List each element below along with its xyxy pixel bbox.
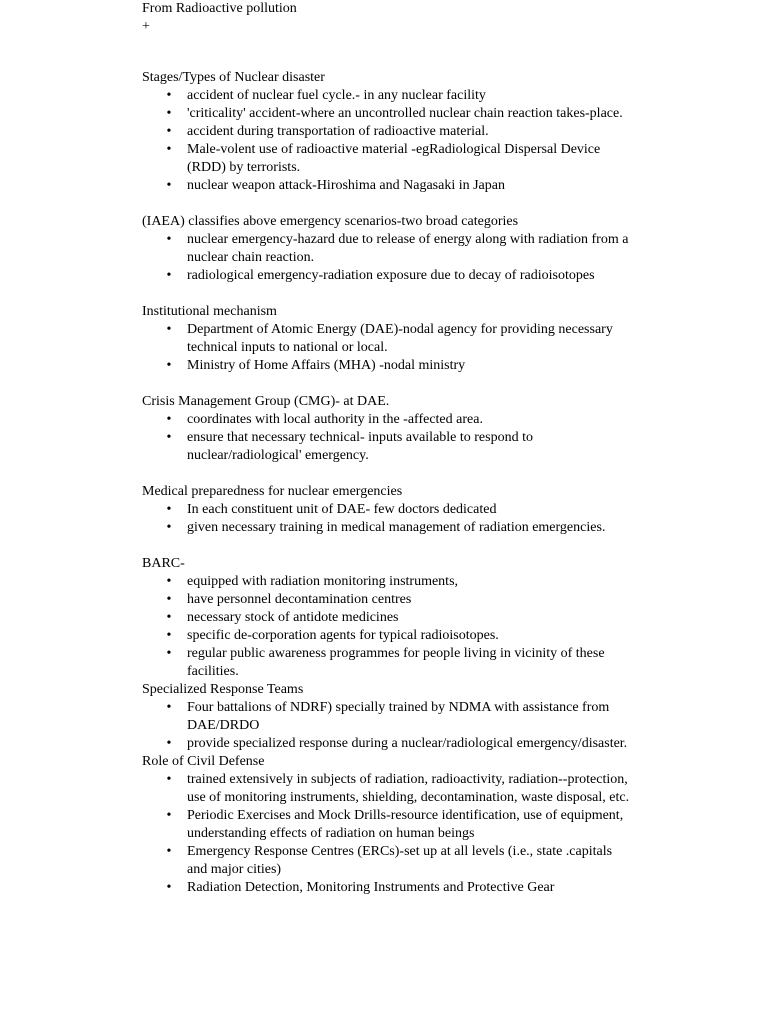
bullet-list	[142, 87, 632, 195]
bullet-icon: •	[166, 412, 172, 427]
list-item	[142, 735, 632, 753]
bullet-icon: •	[166, 178, 172, 193]
list-item-text: ensure that necessary technical- inputs available to respond to nuclear/radiological' emergency.	[187, 430, 533, 463]
list-item-text: Department of Atomic Energy (DAE)-nodal agency for providing necessary technical inputs to national or local.	[187, 322, 613, 355]
list-item	[142, 177, 632, 195]
bullet-icon: •	[166, 430, 172, 445]
section-heading: Role of Civil Defense	[142, 754, 265, 769]
document-title: From Radioactive pollution	[142, 1, 297, 16]
bullet-list	[142, 573, 632, 681]
bullet-icon: •	[166, 628, 172, 643]
spacer	[142, 465, 632, 483]
bullet-list	[142, 501, 632, 537]
list-item	[142, 429, 632, 465]
list-item	[142, 411, 632, 429]
bullet-icon: •	[166, 592, 172, 607]
bullet-list	[142, 411, 632, 465]
section-crisis-management-group	[142, 393, 632, 465]
spacer	[142, 36, 632, 54]
bullet-icon: •	[166, 232, 172, 247]
list-item-text: accident of nuclear fuel cycle.- in any nuclear facility	[187, 88, 486, 103]
list-item-text: Ministry of Home Affairs (MHA) -nodal ministry	[187, 358, 466, 373]
bullet-icon: •	[166, 268, 172, 283]
section-heading: BARC-	[142, 556, 185, 571]
list-item	[142, 321, 632, 357]
list-item	[142, 141, 632, 177]
plus-sign: +	[142, 19, 150, 34]
list-item	[142, 627, 632, 645]
bullet-list	[142, 231, 632, 285]
spacer	[142, 375, 632, 393]
list-item	[142, 123, 632, 141]
section-nuclear-disaster-types	[142, 69, 632, 195]
list-item-text: nuclear weapon attack-Hiroshima and Nagasaki in Japan	[187, 178, 505, 193]
bullet-icon: •	[166, 844, 172, 859]
list-item-text: given necessary training in medical management of radiation emergencies.	[187, 520, 606, 535]
list-item-text: specific de-corporation agents for typical radioisotopes.	[187, 628, 499, 643]
list-item-text: Four battalions of NDRF) specially trained by NDMA with assistance from DAE/DRDO	[187, 700, 610, 733]
bullet-icon: •	[166, 124, 172, 139]
list-item	[142, 645, 632, 681]
list-item	[142, 357, 632, 375]
spacer	[142, 195, 632, 213]
section-heading: Crisis Management Group (CMG)- at DAE.	[142, 394, 390, 409]
bullet-icon: •	[166, 142, 172, 157]
list-item-text: Male-volent use of radioactive material -egRadiological Dispersal Device (RDD) by terrorists.	[187, 142, 601, 175]
list-item-text: provide specialized response during a nuclear/radiological emergency/disaster.	[187, 736, 628, 751]
list-item-text: trained extensively in subjects of radiation, radioactivity, radiation--protection, use of monitoring instruments, shielding, decontamination, waste disposal, etc.	[187, 772, 630, 805]
section-specialized-response-teams	[142, 681, 632, 753]
bullet-list	[142, 771, 632, 897]
section-institutional-mechanism	[142, 303, 632, 375]
section-medical-preparedness	[142, 483, 632, 537]
section-heading: (IAEA) classifies above emergency scenarios-two broad categories	[142, 214, 519, 229]
section-heading: Stages/Types of Nuclear disaster	[142, 70, 325, 85]
bullet-icon: •	[166, 520, 172, 535]
list-item-text: coordinates with local authority in the -affected area.	[187, 412, 483, 427]
list-item	[142, 771, 632, 807]
section-barc	[142, 555, 632, 681]
bullet-icon: •	[166, 646, 172, 661]
bullet-list	[142, 321, 632, 375]
section-heading: Specialized Response Teams	[142, 682, 304, 697]
bullet-icon: •	[166, 700, 172, 715]
section-civil-defense	[142, 753, 632, 897]
list-item-text: In each constituent unit of DAE- few doctors dedicated	[187, 502, 497, 517]
bullet-icon: •	[166, 736, 172, 751]
section-heading: Institutional mechanism	[142, 304, 277, 319]
list-item-text: accident during transportation of radioactive material.	[187, 124, 489, 139]
list-item-text: regular public awareness programmes for people living in vicinity of these facilities.	[187, 646, 605, 679]
spacer	[142, 54, 632, 69]
list-item-text: equipped with radiation monitoring instruments,	[187, 574, 459, 589]
list-item	[142, 87, 632, 105]
bullet-icon: •	[166, 574, 172, 589]
bullet-icon: •	[166, 106, 172, 121]
list-item-text: Periodic Exercises and Mock Drills-resource identification, use of equipment, understanding effects of radiation on human beings	[187, 808, 624, 841]
list-item-text: radiological emergency-radiation exposure due to decay of radioisotopes	[187, 268, 595, 283]
list-item-text: nuclear emergency-hazard due to release of energy along with radiation from a nuclear chain reaction.	[187, 232, 629, 265]
list-item	[142, 231, 632, 267]
list-item	[142, 879, 632, 897]
list-item	[142, 105, 632, 123]
bullet-icon: •	[166, 880, 172, 895]
bullet-icon: •	[166, 88, 172, 103]
list-item	[142, 501, 632, 519]
list-item-text: Emergency Response Centres (ERCs)-set up at all levels (i.e., state .capitals and major cities)	[187, 844, 613, 877]
list-item-text: have personnel decontamination centres	[187, 592, 412, 607]
bullet-icon: •	[166, 808, 172, 823]
list-item	[142, 843, 632, 879]
list-item	[142, 573, 632, 591]
list-item-text: Radiation Detection, Monitoring Instruments and Protective Gear	[187, 880, 555, 895]
list-item	[142, 519, 632, 537]
document-page	[142, 0, 632, 897]
section-heading: Medical preparedness for nuclear emergencies	[142, 484, 403, 499]
list-item	[142, 267, 632, 285]
spacer	[142, 285, 632, 303]
bullet-icon: •	[166, 772, 172, 787]
list-item	[142, 591, 632, 609]
bullet-icon: •	[166, 358, 172, 373]
list-item	[142, 609, 632, 627]
bullet-list	[142, 699, 632, 753]
spacer	[142, 537, 632, 555]
section-iaea-categories	[142, 213, 632, 285]
bullet-icon: •	[166, 502, 172, 517]
list-item	[142, 807, 632, 843]
list-item-text: necessary stock of antidote medicines	[187, 610, 399, 625]
bullet-icon: •	[166, 610, 172, 625]
bullet-icon: •	[166, 322, 172, 337]
list-item-text: 'criticality' accident-where an uncontrolled nuclear chain reaction takes-place.	[187, 106, 623, 121]
list-item	[142, 699, 632, 735]
